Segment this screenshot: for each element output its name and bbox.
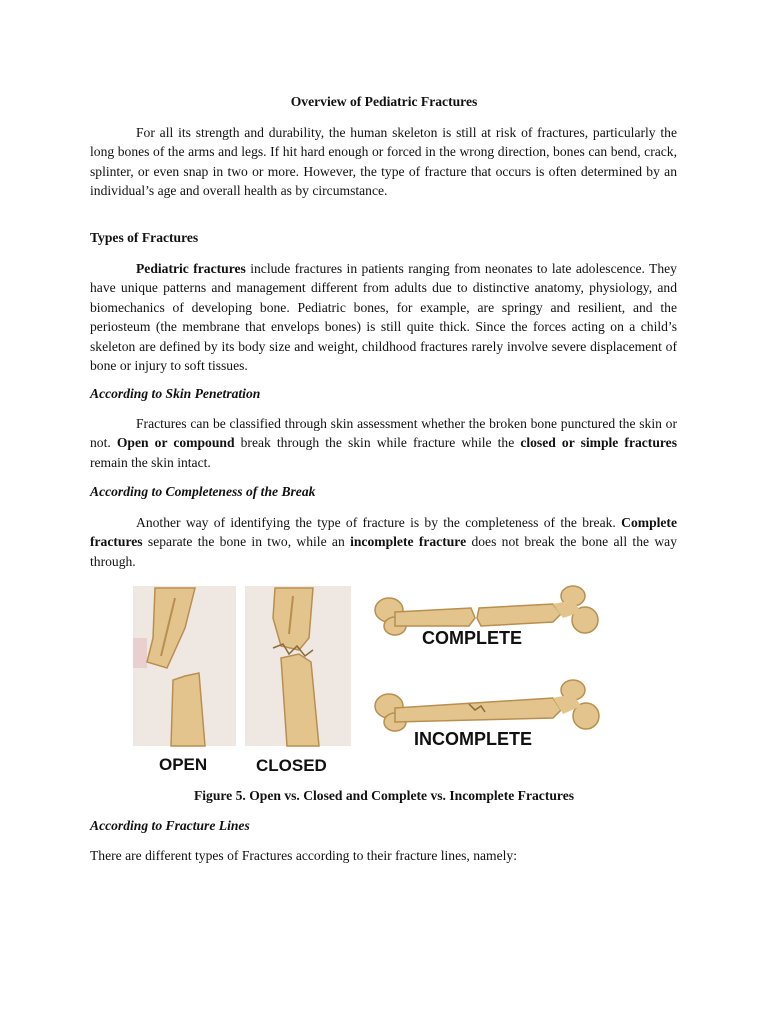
open-fracture-illustration xyxy=(133,586,236,746)
incomplete-fracture-term: incomplete fracture xyxy=(350,534,467,550)
skin-text-2: break through the skin while fracture while the xyxy=(234,435,521,451)
fracture-lines-heading: According to Fracture Lines xyxy=(90,818,250,833)
skin-text-1: Fractures can be classified through skin assessment whether the broken bone punctured the skin or not. xyxy=(90,416,677,451)
open-wound-mark xyxy=(133,638,147,668)
complete-bone-right-shaft xyxy=(477,604,561,626)
complete-fracture-illustration xyxy=(373,584,601,664)
complete-label: COMPLETE xyxy=(422,628,523,648)
completeness-heading: According to Completeness of the Break xyxy=(90,484,316,499)
open-lower-bone xyxy=(171,673,205,746)
skin-text-3: remain the skin intact. xyxy=(90,454,211,470)
incomplete-label: INCOMPLETE xyxy=(414,729,533,749)
pediatric-fractures-term: Pediatric fractures xyxy=(136,261,246,276)
closed-label: CLOSED xyxy=(256,756,327,775)
page-title: Overview of Pediatric Fractures xyxy=(290,94,478,109)
open-compound-term: Open or compound xyxy=(116,435,235,451)
completeness-text-1: Another way of identifying the type of fracture is by the completeness of the break. xyxy=(136,515,622,530)
completeness-text-3: does not break the bone all the way through. xyxy=(90,534,677,569)
types-heading: Types of Fractures xyxy=(90,230,199,245)
skin-paragraph xyxy=(90,414,677,472)
types-paragraph xyxy=(90,259,677,375)
open-label: OPEN xyxy=(159,755,208,774)
complete-bone-left-shaft xyxy=(395,608,475,626)
closed-simple-term: closed or simple fractures xyxy=(520,435,678,451)
skin-penetration-heading: According to Skin Penetration xyxy=(90,386,261,401)
fracture-figure xyxy=(133,578,605,778)
figure-caption: Figure 5. Open vs. Closed and Complete vs. Incomplete Fractures xyxy=(193,788,575,803)
completeness-text-2: separate the bone in two, while an xyxy=(142,534,351,550)
completeness-paragraph xyxy=(90,513,677,571)
types-text: include fractures in patients ranging from neonates to late adolescence. They have unique patterns and management different from adults due to distinctive anatomy, physiology, and biomechanics of developing bone. Pediatric bones, for example, are springy and resilient, and the periosteum (the membrane that envelops bones) is still quite thick. Since the forces acting on a child’s skeleton are defined by its body size and weight, childhood fractures rarely involve severe displacement of bone or injury to soft tissues. xyxy=(90,261,677,374)
closed-fracture-illustration xyxy=(245,586,351,746)
intro-paragraph: For all its strength and durability, the human skeleton is still at risk of fractures, particularly the long bones of the arms and legs. If hit hard enough or forced in the wrong direction, bones can bend, crack, splinter, or even snap in two or more. However, the type of fracture that occurs is often determined by an individual’s age and overall health as by circumstance. xyxy=(90,125,677,199)
complete-fractures-term: Complete fractures xyxy=(90,515,677,550)
fracture-lines-text: There are different types of Fractures according to their fracture lines, namely: xyxy=(90,848,518,863)
